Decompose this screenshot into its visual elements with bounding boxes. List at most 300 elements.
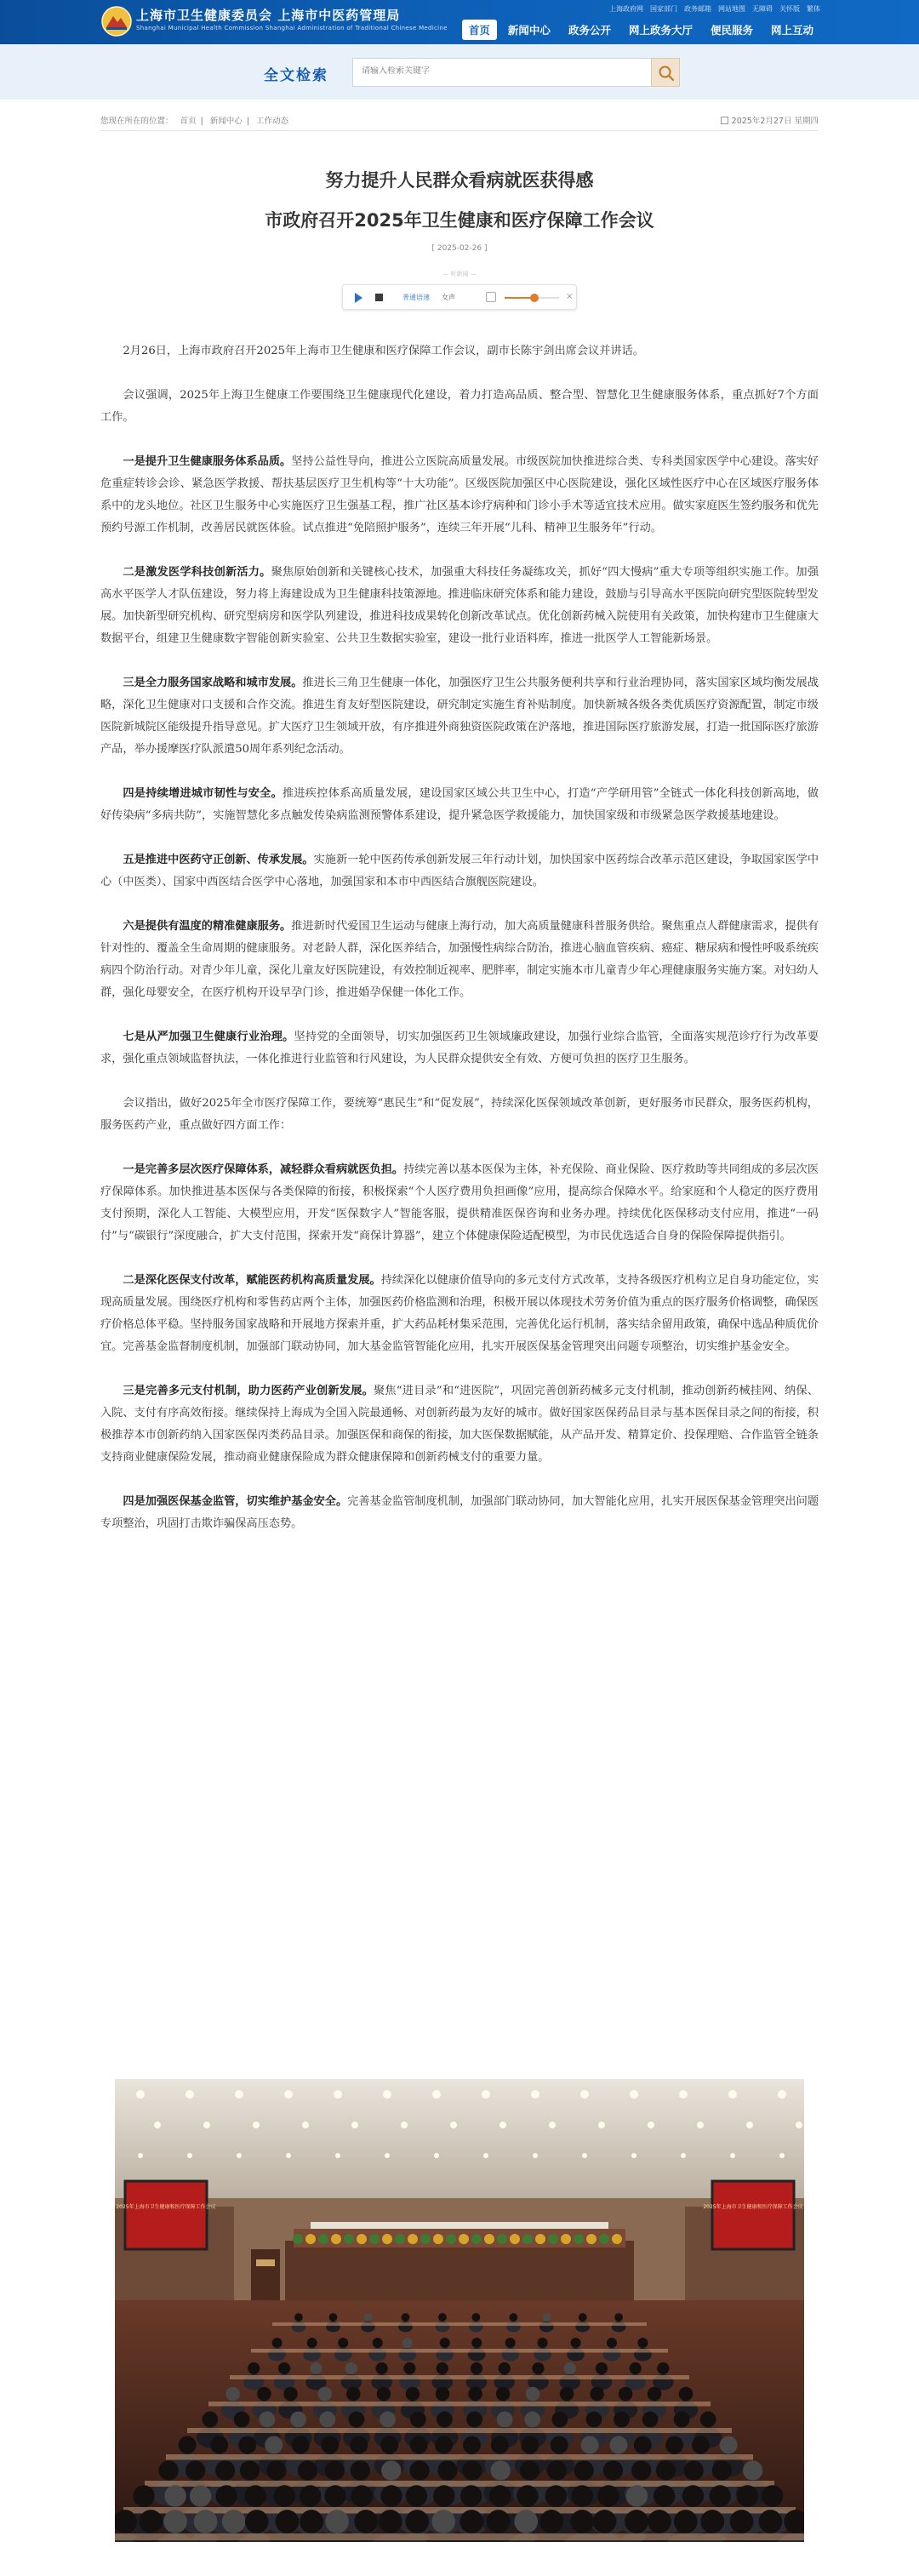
ceiling-light [286, 2153, 291, 2158]
audience-member-head [499, 2362, 511, 2374]
audience-member-head [468, 2387, 482, 2402]
audience-member-head [551, 2412, 568, 2428]
audience-member-head [542, 2313, 551, 2322]
ceiling-light [778, 2090, 786, 2099]
audience-member-head [700, 2510, 724, 2533]
audience-member-head [380, 2436, 398, 2454]
audience-member-head [460, 2510, 483, 2533]
stage-flower [293, 2234, 303, 2244]
stage-flower [369, 2234, 380, 2244]
audience-member-head [547, 2460, 567, 2480]
audience-member-head [406, 2485, 427, 2506]
audience-member-head [614, 2313, 623, 2322]
ceiling-light [531, 2090, 539, 2099]
audience-member-head [298, 2460, 317, 2480]
article-paragraph [100, 562, 819, 650]
ceiling-light [203, 2122, 210, 2128]
audience-member-head [657, 2362, 669, 2374]
audience-member-head [665, 2436, 683, 2454]
desk-row [145, 2481, 774, 2487]
desk-row [208, 2402, 711, 2407]
audience-member-head [626, 2485, 648, 2506]
ceiling-light [631, 2153, 636, 2158]
audience-member-head [257, 2387, 271, 2402]
stage-flower [459, 2234, 469, 2244]
ceiling-light [681, 2153, 686, 2158]
audience-member-head [762, 2485, 783, 2506]
audience-member-head [545, 2485, 567, 2506]
audience-member-head [194, 2510, 218, 2533]
audience-member-head [300, 2510, 323, 2533]
speech-speed-select[interactable]: 普通语速 [402, 294, 430, 301]
search-band [0, 44, 919, 100]
audience-member-head [431, 2510, 455, 2533]
audience-member-head [265, 2436, 283, 2454]
ceiling-light [482, 2090, 490, 2099]
audience-member-head [409, 2460, 429, 2480]
paragraph-lead: 三是完善多元支付机制，助力医药产业创新发展。 [123, 1385, 374, 1397]
audience-member-head [674, 2412, 690, 2428]
stage-flower [305, 2234, 316, 2244]
site-title[interactable]: 上海市卫生健康委员会 上海市中医药管理局 [136, 8, 401, 23]
audience-member-head [437, 2362, 448, 2374]
article-title-line1: 努力提升人民群众看病就医获得感 [325, 170, 594, 191]
search-icon [658, 65, 675, 82]
stage-flower [586, 2234, 596, 2244]
top-link-dept[interactable]: 国家部门 [650, 5, 677, 13]
audience-member-head [648, 2510, 671, 2533]
audience-member-head [350, 2436, 368, 2454]
audience-member-head [526, 2387, 540, 2402]
paragraph-text: 会议指出，做好2025年全市医疗保障工作，要统筹“惠民生”和“促发展”，持续深化医保领域改革创新，更好服务市民群众，服务医药机构，服务医药产业，重点做好四方面工作： [100, 1097, 819, 1132]
audience-member-head [596, 2362, 608, 2374]
audience-member-head [215, 2485, 237, 2506]
audience-member-head [489, 2485, 511, 2506]
article-paragraph [100, 1380, 819, 1469]
top-links [609, 4, 820, 14]
article-paragraph [100, 1159, 819, 1248]
publish-date: [ 2025-02-26 ] [431, 244, 488, 253]
audience-member-head [514, 2510, 538, 2533]
paragraph-text: 坚持公益性导向，推进公立医院高质量发展。市级医院加快推进综合类、专科类国家医学中心建设。落实好危重症转诊会诊、紧急医学救援、帮扶基层医疗卫生机构等“十大功能”。区级医院加强区中心医院建设，强化区域性医疗中心在区域医疗服务体系中的龙头地位。社区卫生服务中心实施医疗卫生强基工程，推广社区基本诊疗病种和门诊小手术等适宜技术应用。做实家庭医生签约服务和优先预约号源工作机制，改善居民就医体验。试点推进“免陪照护服务”，连续三年开展“儿科、精神卫生服务年”行动。 [100, 455, 819, 534]
top-link-accessibility[interactable]: 无障碍 [752, 5, 773, 13]
audience-member-head [709, 2485, 730, 2506]
nav-news[interactable]: 新闻中心 [507, 24, 551, 37]
audience-member-head [403, 2362, 415, 2374]
paragraph-text: 持续完善以基本医保为主体，补充保险、商业保险、医疗救助等共同组成的多层次医疗保障体系。加快推进基本医保与各类保障的衔接，积极探索“个人医疗费用负担画像”应用，提高综合保障水平。给家庭和个人稳定的医疗费用支付预期，深化人工智能、大模型应用，开发“医保数字人”智能客服，提供精准医保咨询和业务办理。持续优化医保移动支付应用，推进“一码付”与“碳银行”深度融合，扩大支付范围，探索开发“商保计算器”，建立个体健康保险适配模型，为市民优选适合自身的保险保障提供指引。 [100, 1163, 819, 1242]
audience-member-head [300, 2485, 321, 2506]
meeting-photo-image [115, 2079, 804, 2542]
stage-flower [510, 2234, 520, 2244]
ceiling-light [237, 2153, 242, 2158]
audience-member-head [560, 2387, 574, 2402]
paragraph-lead: 二是激发医学科技创新活力。 [123, 566, 271, 579]
top-link-sitemap[interactable]: 网站地图 [718, 5, 745, 13]
ceiling-light [598, 2122, 605, 2128]
play-icon[interactable] [355, 293, 362, 303]
current-date [721, 114, 819, 126]
paragraph-lead: 四是持续增进城市韧性与安全。 [123, 787, 283, 800]
nav-online-hall[interactable]: 网上政务大厅 [628, 24, 693, 37]
meeting-photo [115, 2079, 804, 2542]
top-link-care[interactable]: 关怀版 [779, 5, 800, 13]
audience-member-head [700, 2412, 716, 2428]
breadcrumb-work[interactable]: 工作动态 [256, 117, 289, 126]
paragraph-lead: 一是完善多层次医疗保障体系，减轻群众看病就医负担。 [123, 1163, 404, 1176]
audience-member-head [405, 2510, 429, 2533]
paragraph-lead: 七是从严加强卫生健康行业治理。 [123, 1031, 294, 1043]
audience-member-head [139, 2510, 163, 2533]
audience-member-head [278, 2362, 290, 2374]
audience-member-head [437, 2412, 453, 2428]
paragraph-lead: 四是加强医保基金监管，切实维护基金安全。 [123, 1495, 348, 1508]
audience-member-head [614, 2412, 630, 2428]
calendar-icon [721, 117, 728, 124]
audience-member-head [240, 2460, 260, 2480]
ceiling-light [434, 2153, 439, 2158]
search-button[interactable] [651, 58, 680, 87]
ceiling-light [253, 2122, 260, 2128]
article-paragraph [100, 672, 819, 761]
ceiling-light [648, 2122, 654, 2128]
audience-member-head [380, 2412, 396, 2428]
audience-member-head [215, 2460, 235, 2480]
desk-row [230, 2375, 689, 2379]
audience-member-head [487, 2510, 511, 2533]
ceiling-light [730, 2153, 735, 2158]
audience-member-head [294, 2313, 303, 2322]
audience-member-head [520, 2460, 539, 2480]
audience-member-head [234, 2412, 250, 2428]
audience-member-head [226, 2387, 241, 2402]
audience-member-head [471, 2362, 482, 2374]
paragraph-lead: 五是推进中医药守正创新、传承发展。 [123, 854, 314, 866]
paragraph-text: 持续深化以健康价值导向的多元支付方式改革，支持各级医疗机构立足自身功能定位，实现高质量发展。围绕医疗机构和零售药店两个主体，加强医药价格监测和治理，积极开展以体现技术劳务价值为重点的医疗服务价格调整，确保医疗价格总体平稳。坚持服务国家战略和开展地方探索并重，扩大药品耗材集采范围，完善优化运行机制，落实结余留用政策，确保中选品种质优价宜。完善基金监督制度机制，加强部门联动协同，加大基金监管智能化应用，扎实开展医保基金管理突出问题专项整治，切实维护基金安全。 [100, 1274, 819, 1353]
stage-flower [318, 2234, 328, 2244]
paragraph-text: 坚持党的全面领导，切实加强医药卫生领域廉政建设，加强行业综合监管，全面落实规范诊疗行为改革要求，强化重点领域监督执法，一体化推进行业监管和行风建设，为人民群众提供安全有效、方便可负担的医疗卫生服务。 [100, 1031, 819, 1065]
ceiling-light [582, 2153, 587, 2158]
right-screen-text: 2025年上海市卫生健康和医疗保障工作会议 [703, 2204, 803, 2210]
article-title-line2: 市政府召开2025年卫生健康和医疗保障工作会议 [265, 210, 654, 231]
audience-member-head [466, 2412, 482, 2428]
search-input[interactable] [362, 66, 642, 76]
site-logo-icon[interactable] [100, 5, 133, 37]
stage-flower [433, 2234, 443, 2244]
breadcrumb-home[interactable]: 首页 [180, 117, 197, 126]
nav-home[interactable]: 首页 [462, 20, 497, 40]
audience-member-head [539, 2510, 563, 2533]
article-paragraph [100, 340, 819, 363]
paragraph-lead: 一是提升卫生健康服务体系品质。 [123, 455, 292, 468]
audience-member-head [674, 2510, 698, 2533]
left-screen-text: 2025年上海市卫生健康和医疗保障工作会议 [116, 2204, 216, 2210]
ceiling-light [796, 2122, 802, 2128]
article-paragraph [100, 849, 819, 894]
main-nav [462, 20, 820, 40]
ceiling-light [351, 2122, 358, 2128]
audience-member-head [244, 2485, 265, 2506]
audience-member-head [505, 2338, 516, 2348]
desk-row [166, 2454, 753, 2460]
search-label: 全文检索 [264, 67, 328, 84]
desk-row [272, 2322, 647, 2326]
audience-member-head [433, 2485, 454, 2506]
audience-member-head [202, 2412, 218, 2428]
audience-member-head [656, 2460, 676, 2480]
ceiling-light [779, 2153, 785, 2158]
audience-member-head [379, 2510, 402, 2533]
stage-flower [497, 2234, 507, 2244]
audience-member-head [325, 2460, 345, 2480]
audience-member-head [292, 2436, 310, 2454]
ceiling-light [383, 2090, 391, 2099]
audience-member-head [186, 2460, 205, 2480]
audience-member-head [634, 2436, 652, 2454]
audience-member-head [324, 2485, 345, 2506]
ceiling-light [186, 2090, 194, 2099]
article-paragraph [100, 1026, 819, 1071]
audience-member-head [551, 2436, 568, 2454]
audience-member-head [276, 2510, 300, 2533]
top-header [0, 0, 919, 44]
paragraph-text: 推进新时代爱国卫生运动与健康上海行动，加大高质量健康科普服务供给。聚焦重点人群健康需求，提供有针对性的、覆盖全生命周期的健康服务。对老龄人群，深化医养结合，加强慢性病综合防治，推进心脑血管疾病、癌症、糖尿病和慢性呼吸系统疾病四个防治行动。对青少年儿童，深化儿童友好医院建设，有效控制近视率、肥胖率，制定实施本市儿童青少年心理健康服务实施方案。对妇幼人群，强化母婴安全，在医疗机构开设早孕门诊，推进婚孕保健一体化工作。 [100, 920, 819, 999]
audience-member-head [609, 2436, 627, 2454]
audience-member-head [179, 2436, 197, 2454]
audience-member-head [283, 2387, 298, 2402]
ceiling-light [138, 2153, 143, 2158]
breadcrumb-news[interactable]: 新闻中心 [209, 117, 243, 126]
audience-member-head [266, 2460, 286, 2480]
article-paragraph [100, 1270, 819, 1358]
audience-member-head [435, 2436, 453, 2454]
audience-member-head [720, 2436, 738, 2454]
current-date-text: 2025年2月27日 星期四 [731, 117, 819, 126]
audience-member-head [317, 2387, 332, 2402]
paragraph-text: 完善基金监管制度机制，加强部门联动协同，加大智能化应用，扎实开展医保基金管理突出问题专项整治，巩固打击欺诈骗保高压态势。 [100, 1495, 819, 1530]
stage-flower [522, 2234, 533, 2244]
ceiling-light [136, 2090, 145, 2099]
ceiling-light [499, 2122, 506, 2128]
article-paragraph [100, 1491, 819, 1535]
ceiling-light [746, 2122, 753, 2128]
ceiling-light [697, 2122, 704, 2128]
article-paragraph [100, 783, 819, 827]
stage [285, 2241, 634, 2300]
audience-member-head [463, 2436, 481, 2454]
paragraph-text: 推进疾控体系高质量发展，建设国家区域公共卫生中心，打造“产学研用管”全链式一体化科技创新高地，做好传染病“多病共防”，实施智慧化多点触发传染病监测预警体系建设，提升紧急医学救援能力，加快国家级和市级紧急医学救援基地建设。 [100, 787, 819, 822]
audience-member-head [259, 2412, 275, 2428]
audience-member-head [679, 2387, 694, 2402]
nav-interaction[interactable]: 网上互动 [770, 24, 813, 37]
audience-member-head [354, 2510, 378, 2533]
audience-member-head [245, 2510, 269, 2533]
stage-flower [382, 2234, 392, 2244]
ceiling-light [549, 2122, 556, 2128]
audience-member-head [737, 2485, 758, 2506]
audience-member-head [290, 2412, 306, 2428]
audience-member-head [325, 2510, 349, 2533]
audience-member-head [603, 2460, 623, 2480]
article-paragraph [100, 451, 819, 540]
desk-row [187, 2428, 732, 2433]
stage-flower [408, 2234, 418, 2244]
site-subtitle: Shanghai Municipal Health Commission Shanghai Administration of Traditional Chinese Medicine [136, 25, 448, 31]
article-body [100, 340, 819, 1557]
stage-flower [484, 2234, 494, 2244]
audience-member-head [682, 2485, 704, 2506]
audience-member-head [597, 2485, 619, 2506]
audio-player [342, 284, 577, 310]
ceiling-light [580, 2090, 589, 2099]
stage-flower [344, 2234, 354, 2244]
audience-member-head [190, 2485, 211, 2506]
stage-flower [548, 2234, 558, 2244]
audience-member-head [351, 2485, 372, 2506]
stage-flower [471, 2234, 482, 2244]
paragraph-text: 实施新一轮中医药传承创新发展三年行动计划，加快国家中医药综合改革示范区建设，争取国家医学中心（中医类）、国家中西医结合医学中心落地，加强国家和本市中西医结合旗舰医院建设。 [100, 854, 819, 888]
stage-flower [599, 2234, 609, 2244]
audience-member-head [654, 2485, 675, 2506]
breadcrumb: 您现在所在的位置： 首页 | 新闻中心 | 工作动态 [100, 117, 289, 126]
audience-member-head [743, 2460, 762, 2480]
audience-member-head [436, 2387, 450, 2402]
audience-member-head [471, 2338, 482, 2348]
ceiling-light [679, 2090, 688, 2099]
ceiling-light [334, 2090, 342, 2099]
audio-progress-handle[interactable] [530, 294, 539, 302]
top-link-traditional[interactable]: 繁体 [807, 5, 820, 13]
ceiling-light [630, 2090, 638, 2099]
audience-member-head [692, 2436, 710, 2454]
audience-member-head [571, 2485, 592, 2506]
ceiling-light [302, 2122, 309, 2128]
audience-member-head [440, 2338, 450, 2348]
close-icon[interactable]: × [566, 292, 574, 301]
audience-member-head [222, 2510, 246, 2533]
audience-member-head [310, 2362, 322, 2374]
nav-gov-affairs[interactable]: 政务公开 [568, 24, 611, 37]
search-box [352, 58, 680, 87]
audience-member-head [307, 2338, 317, 2348]
audience-member-head [248, 2362, 260, 2374]
audio-progress-bar[interactable] [505, 297, 559, 299]
audience-member-head [532, 2362, 544, 2374]
audience-member-head [564, 2362, 576, 2374]
volume-icon[interactable] [486, 292, 496, 302]
audience-member-head [381, 2460, 401, 2480]
audience-member-head [349, 2412, 365, 2428]
audience-member-head [338, 2338, 348, 2348]
audience-member-head [570, 2510, 594, 2533]
audience-member-head [590, 2387, 604, 2402]
ceiling-light [533, 2153, 538, 2158]
audience-member-head [574, 2460, 594, 2480]
article-paragraph [100, 1093, 819, 1137]
stop-icon[interactable] [375, 294, 383, 301]
nav-services[interactable]: 便民服务 [710, 24, 753, 37]
ceiling-light [450, 2122, 457, 2128]
paragraph-text: 2月26日，上海市政府召开2025年上海市卫生健康和医疗保障工作会议，副市长陈宇剑出席会议并讲话。 [123, 345, 644, 357]
audio-player-header: — 听新闻 — [442, 271, 477, 277]
audience-member-head [581, 2436, 599, 2454]
podium [251, 2249, 280, 2300]
top-link-gov[interactable]: 上海政府网 [609, 5, 643, 13]
stage-flower [420, 2234, 431, 2244]
stage-flower [357, 2234, 367, 2244]
right-screen [712, 2181, 794, 2249]
audience-member-head [619, 2387, 633, 2402]
stage-flower [535, 2234, 545, 2244]
voice-select[interactable]: 女声 [442, 294, 455, 301]
audience-member-head [517, 2485, 538, 2506]
audience-member-head [491, 2460, 511, 2480]
audience-member-head [491, 2436, 509, 2454]
paragraph-text: 聚焦“进目录”和“进医院”，巩固完善创新药械多元支付机制，推动创新药械挂网、纳保、入院、支付有序高效衔接。继续保持上海成为全国入院最通畅、对创新药最为友好的城市。做好国家医保药品目录与基本医保目录之间的衔接，积极推荐本市创新药纳入国家医保丙类药品目录。加强医保和商保的衔接，加大医保数据赋能，从产品开发、精算定价、投保理赔、合作监管全链条支持商业健康保险发展，推动商业健康保险成为群众健康保障和创新药械支付的重要力量。 [100, 1385, 819, 1464]
article-paragraph [100, 385, 819, 429]
audience-member-head [402, 2338, 413, 2348]
stage-flower [331, 2234, 341, 2244]
audience-member-head [321, 2436, 339, 2454]
audience-member-head [462, 2460, 482, 2480]
stage-flower [574, 2234, 584, 2244]
audience-member-head [351, 2460, 370, 2480]
audience-member-head [346, 2387, 361, 2402]
ceiling-light [401, 2122, 408, 2128]
audience-member-head [210, 2436, 228, 2454]
audience-member-head [625, 2510, 648, 2533]
audience-member-head [586, 2412, 602, 2428]
desk-row [251, 2349, 668, 2353]
desk-row [115, 2533, 804, 2540]
left-screen [125, 2181, 207, 2249]
desk-row [123, 2507, 796, 2514]
audience-member-head [375, 2362, 387, 2374]
audience-member-head [637, 2338, 648, 2348]
audience-member-head [164, 2485, 186, 2506]
audience-member-head [163, 2510, 187, 2533]
audience-member-head [642, 2412, 659, 2428]
audience-member-head [380, 2485, 402, 2506]
stage-flower [561, 2234, 571, 2244]
audience-member-head [759, 2510, 783, 2533]
ceiling-light [154, 2122, 161, 2128]
audience-member-head [630, 2362, 642, 2374]
audience-member-head [133, 2485, 154, 2506]
audience-member-head [472, 2313, 481, 2322]
audience-member-head [684, 2460, 704, 2480]
audience-member-head [272, 2338, 283, 2348]
ceiling-light [335, 2153, 340, 2158]
audience-member-head [509, 2313, 517, 2322]
top-link-mail[interactable]: 政务邮箱 [684, 5, 711, 13]
audience-member-head [579, 2313, 587, 2322]
paragraph-text: 聚焦原始创新和关键核心技术，加强重大科技任务凝练攻关，抓好“四大慢病”重大专项等组织实施工作。加强高水平医学人才队伍建设，努力将上海建设成为卫生健康科技策源地。推进临床研究体系和能力建设，鼓励与引导高水平医院向研究型医院转型发展。加快新型研究机构、研究型病房和医学队列建设，推进科技成果转化创新改革试点。优化创新药械入院使用有关政策，加快构建市卫生健康大数据平台，组建卫生健康数字智能创新实验室、公共卫生数据实验室，建设一批行业语料库，推进一批医学人工智能新场景。 [100, 566, 819, 645]
article-paragraph [100, 916, 819, 1004]
audience-member-head [364, 2313, 373, 2322]
audience-member-head [496, 2387, 511, 2402]
breadcrumb-prefix: 您现在所在的位置： [100, 117, 174, 126]
paragraph-lead: 三是全力服务国家战略和城市发展。 [123, 677, 303, 689]
audience-member-head [571, 2338, 581, 2348]
ceiling-light [483, 2153, 488, 2158]
audience-member-head [406, 2387, 420, 2402]
ceiling-light [432, 2090, 441, 2099]
audience-member-head [373, 2338, 383, 2348]
audience-member-head [607, 2338, 617, 2348]
audience-member-head [593, 2510, 617, 2533]
audience-member-head [524, 2412, 540, 2428]
audience-member-head [712, 2460, 732, 2480]
